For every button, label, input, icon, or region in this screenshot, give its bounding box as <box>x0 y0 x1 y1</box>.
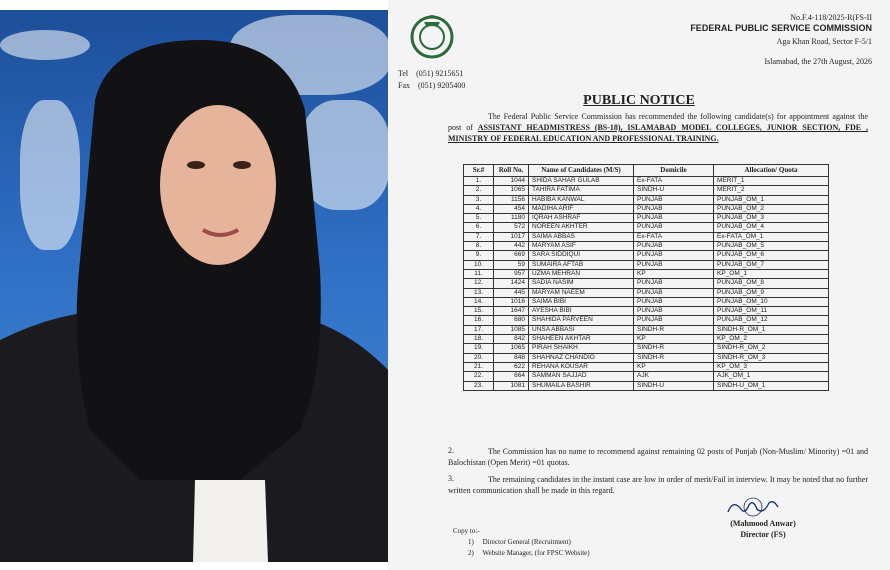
cell-roll: 454 <box>494 204 529 213</box>
cell-sr: 14. <box>464 297 494 306</box>
cell-sr: 21. <box>464 362 494 371</box>
cell-name: NOREEN AKHTER <box>529 223 634 232</box>
cell-sr: 8. <box>464 242 494 251</box>
cell-quota: KP_OM_1 <box>714 269 829 278</box>
signatory-name: (Mahmood Anwar) <box>730 519 796 528</box>
reference-number: No.F.4-118/2025-R(FS-II <box>790 13 872 22</box>
cell-name: SADIA NASIM <box>529 279 634 288</box>
cell-quota: PUNJAB_OM_11 <box>714 307 829 316</box>
cell-name: REHANA KOUSAR <box>529 362 634 371</box>
cell-domicile: PUNJAB <box>634 307 714 316</box>
cell-name: UNSA ABBASI <box>529 325 634 334</box>
cell-roll: 622 <box>494 362 529 371</box>
cell-roll: 1044 <box>494 177 529 186</box>
cell-roll: 842 <box>494 335 529 344</box>
cell-domicile: KP <box>634 269 714 278</box>
cell-sr: 2. <box>464 186 494 195</box>
cell-roll: 1180 <box>494 214 529 223</box>
public-notice-document <box>388 0 890 570</box>
cell-quota: PUNJAB_OM_3 <box>714 214 829 223</box>
table-row <box>464 204 829 213</box>
cell-sr: 7. <box>464 232 494 241</box>
cell-domicile: KP <box>634 335 714 344</box>
cell-domicile: PUNJAB <box>634 260 714 269</box>
cell-domicile: AJK <box>634 372 714 381</box>
table-row <box>464 362 829 371</box>
telephone-number: Tel (051) 9215651 <box>398 69 464 78</box>
table-row <box>464 353 829 362</box>
cell-quota: PUNJAB_OM_2 <box>714 204 829 213</box>
intro-paragraph <box>448 111 868 144</box>
cell-name: SUMAIRA AFTAB <box>529 260 634 269</box>
cell-sr: 10. <box>464 260 494 269</box>
cell-name: SHIDA SAHAR GULAB <box>529 177 634 186</box>
cell-name: SAIMA ABBAS <box>529 232 634 241</box>
fpsc-crest-icon <box>408 10 456 60</box>
cell-domicile: Ex-FATA <box>634 177 714 186</box>
header-quota: Allocation/ Quota <box>714 165 829 177</box>
cell-quota: PUNJAB_OM_6 <box>714 251 829 260</box>
cell-roll: 1065 <box>494 344 529 353</box>
cell-sr: 4. <box>464 204 494 213</box>
cell-domicile: PUNJAB <box>634 316 714 325</box>
table-row <box>464 279 829 288</box>
cell-name: SAMMAN SAJJAD <box>529 372 634 381</box>
cell-domicile: PUNJAB <box>634 204 714 213</box>
cell-name: SHAHEEN AKHTAR <box>529 335 634 344</box>
cell-domicile: Ex-FATA <box>634 232 714 241</box>
cell-name: MADIHA ARIF <box>529 204 634 213</box>
cell-quota: MERIT_2 <box>714 186 829 195</box>
table-row <box>464 335 829 344</box>
cell-name: UZMA MEHRAN <box>529 269 634 278</box>
cell-name: TAHIRA FATIMA <box>529 186 634 195</box>
para2-text: The Commission has no name to recommend against remaining 02 posts of Punjab (Non-Muslim/ Minority) =01 and Balochistan (Open Merit) =01 quotas. <box>448 447 868 467</box>
cell-roll: 445 <box>494 288 529 297</box>
header-name: Name of Candidates (M/S) <box>529 165 634 177</box>
cell-sr: 16. <box>464 316 494 325</box>
table-row <box>464 307 829 316</box>
cell-domicile: PUNJAB <box>634 242 714 251</box>
cell-roll: 1156 <box>494 195 529 204</box>
cell-domicile: PUNJAB <box>634 251 714 260</box>
table-row <box>464 214 829 223</box>
notice-date: Islamabad, the 27th August, 2026 <box>764 57 872 66</box>
table-row <box>464 242 829 251</box>
cell-domicile: PUNJAB <box>634 297 714 306</box>
cell-domicile: PUNJAB <box>634 223 714 232</box>
table-row <box>464 195 829 204</box>
commission-address: Aga Khan Road, Sector F-5/1 <box>776 37 872 46</box>
cell-domicile: SINDH-R <box>634 325 714 334</box>
table-row <box>464 288 829 297</box>
cell-sr: 11. <box>464 269 494 278</box>
cell-sr: 3. <box>464 195 494 204</box>
signatory-designation: Director (FS) <box>740 530 786 539</box>
cell-quota: SINDH-U_OM_1 <box>714 381 829 390</box>
cell-sr: 12. <box>464 279 494 288</box>
cell-domicile: PUNJAB <box>634 279 714 288</box>
page-title: PUBLIC NOTICE <box>583 93 695 108</box>
cell-domicile: SINDH-R <box>634 344 714 353</box>
cell-domicile: SINDH-R <box>634 353 714 362</box>
para2 <box>448 446 868 468</box>
table-row <box>464 186 829 195</box>
fax-number: Fax (051) 9205400 <box>398 81 466 90</box>
cell-quota: MERIT_1 <box>714 177 829 186</box>
cell-roll: 442 <box>494 242 529 251</box>
cell-roll: 680 <box>494 316 529 325</box>
table-header-row <box>464 165 829 177</box>
cell-roll: 664 <box>494 372 529 381</box>
cell-name: PIRAH SHAIKH <box>529 344 634 353</box>
candidates-table <box>463 164 829 391</box>
cell-sr: 9. <box>464 251 494 260</box>
cell-roll: 59 <box>494 260 529 269</box>
cell-quota: PUNJAB_OM_12 <box>714 316 829 325</box>
cell-domicile: PUNJAB <box>634 195 714 204</box>
cell-quota: PUNJAB_OM_7 <box>714 260 829 269</box>
cell-domicile: PUNJAB <box>634 288 714 297</box>
table-row <box>464 260 829 269</box>
header-domicile: Domicile <box>634 165 714 177</box>
cell-quota: AJK_OM_1 <box>714 372 829 381</box>
cell-sr: 17. <box>464 325 494 334</box>
header-roll: Roll No. <box>494 165 529 177</box>
cell-roll: 669 <box>494 251 529 260</box>
cell-name: SARA SIDDIQUI <box>529 251 634 260</box>
cell-quota: PUNJAB_OM_9 <box>714 288 829 297</box>
cell-domicile: SINDH-U <box>634 381 714 390</box>
cell-sr: 13. <box>464 288 494 297</box>
cell-quota: PUNJAB_OM_10 <box>714 297 829 306</box>
portrait-photo <box>0 10 388 562</box>
table-row <box>464 344 829 353</box>
cell-name: SAIMA BIBI <box>529 297 634 306</box>
table-row <box>464 316 829 325</box>
cell-sr: 5. <box>464 214 494 223</box>
cell-roll: 1085 <box>494 325 529 334</box>
signature-image <box>723 497 783 517</box>
cell-roll: 1424 <box>494 279 529 288</box>
cell-quota: PUNJAB_OM_8 <box>714 279 829 288</box>
cell-quota: KP_OM_3 <box>714 362 829 371</box>
intro-text: The Federal Public Service Commission has recommended the following candidate(s) for appointment against the post of <box>448 112 868 132</box>
cell-quota: SINDH-R_OM_2 <box>714 344 829 353</box>
table-row <box>464 297 829 306</box>
table-row <box>464 325 829 334</box>
cell-name: IQRAH ASHRAF <box>529 214 634 223</box>
cell-name: HABIBA KANWAL <box>529 195 634 204</box>
cell-roll: 1647 <box>494 307 529 316</box>
cell-domicile: SINDH-U <box>634 186 714 195</box>
cell-sr: 19. <box>464 344 494 353</box>
signatory-block <box>708 518 818 540</box>
cell-name: MARYAM NAEEM <box>529 288 634 297</box>
cell-name: SHAHIDA PARVEEN <box>529 316 634 325</box>
cell-roll: 848 <box>494 353 529 362</box>
cell-name: AYESHA BIBI <box>529 307 634 316</box>
cell-sr: 6. <box>464 223 494 232</box>
table-row <box>464 232 829 241</box>
table-row <box>464 177 829 186</box>
table-row <box>464 223 829 232</box>
table-row <box>464 269 829 278</box>
cell-roll: 957 <box>494 269 529 278</box>
cell-quota: KP_OM_2 <box>714 335 829 344</box>
cell-quota: Ex-FATA_OM_1 <box>714 232 829 241</box>
cell-roll: 1065 <box>494 186 529 195</box>
cell-sr: 1. <box>464 177 494 186</box>
cell-sr: 20. <box>464 353 494 362</box>
para3-number: 3. <box>448 474 454 483</box>
table-row <box>464 251 829 260</box>
cell-name: MARYAM ASIF <box>529 242 634 251</box>
cell-sr: 23. <box>464 381 494 390</box>
copy-to-item: 2) Website Manager, (for FPSC Website) <box>468 549 590 557</box>
table-row <box>464 372 829 381</box>
copy-to-label: Copy to:- <box>453 527 480 535</box>
post-title: ASSISTANT HEADMISTRESS (BS-18), ISLAMABAD MODEL COLLEGES, JUNIOR SECTION, FDE , MINISTRY OF FEDERAL EDUCATION AND PROFESSIONAL TRAINING. <box>448 123 869 143</box>
header-sr: Sr.# <box>464 165 494 177</box>
cell-quota: PUNJAB_OM_4 <box>714 223 829 232</box>
cell-sr: 18. <box>464 335 494 344</box>
commission-name: FEDERAL PUBLIC SERVICE COMMISSION <box>690 23 872 33</box>
cell-sr: 15. <box>464 307 494 316</box>
para2-number: 2. <box>448 446 454 455</box>
cell-roll: 572 <box>494 223 529 232</box>
cell-quota: SINDH-R_OM_1 <box>714 325 829 334</box>
cell-sr: 22. <box>464 372 494 381</box>
cell-name: SHAHNAZ CHANDIO <box>529 353 634 362</box>
cell-roll: 1081 <box>494 381 529 390</box>
para3 <box>448 474 868 496</box>
cell-roll: 1017 <box>494 232 529 241</box>
cell-domicile: KP <box>634 362 714 371</box>
cell-quota: SINDH-R_OM_3 <box>714 353 829 362</box>
cell-domicile: PUNJAB <box>634 214 714 223</box>
table-row <box>464 381 829 390</box>
para3-text: The remaining candidates in the instant case are low in order of merit/Fail in interview. It may be noted that no further written communication shall be made in this regard. <box>448 475 868 495</box>
copy-to-item: 1) Director General (Recruitment) <box>468 538 571 546</box>
cell-roll: 1016 <box>494 297 529 306</box>
cell-quota: PUNJAB_OM_5 <box>714 242 829 251</box>
cell-name: SHUMAILA BASHIR <box>529 381 634 390</box>
cell-quota: PUNJAB_OM_1 <box>714 195 829 204</box>
